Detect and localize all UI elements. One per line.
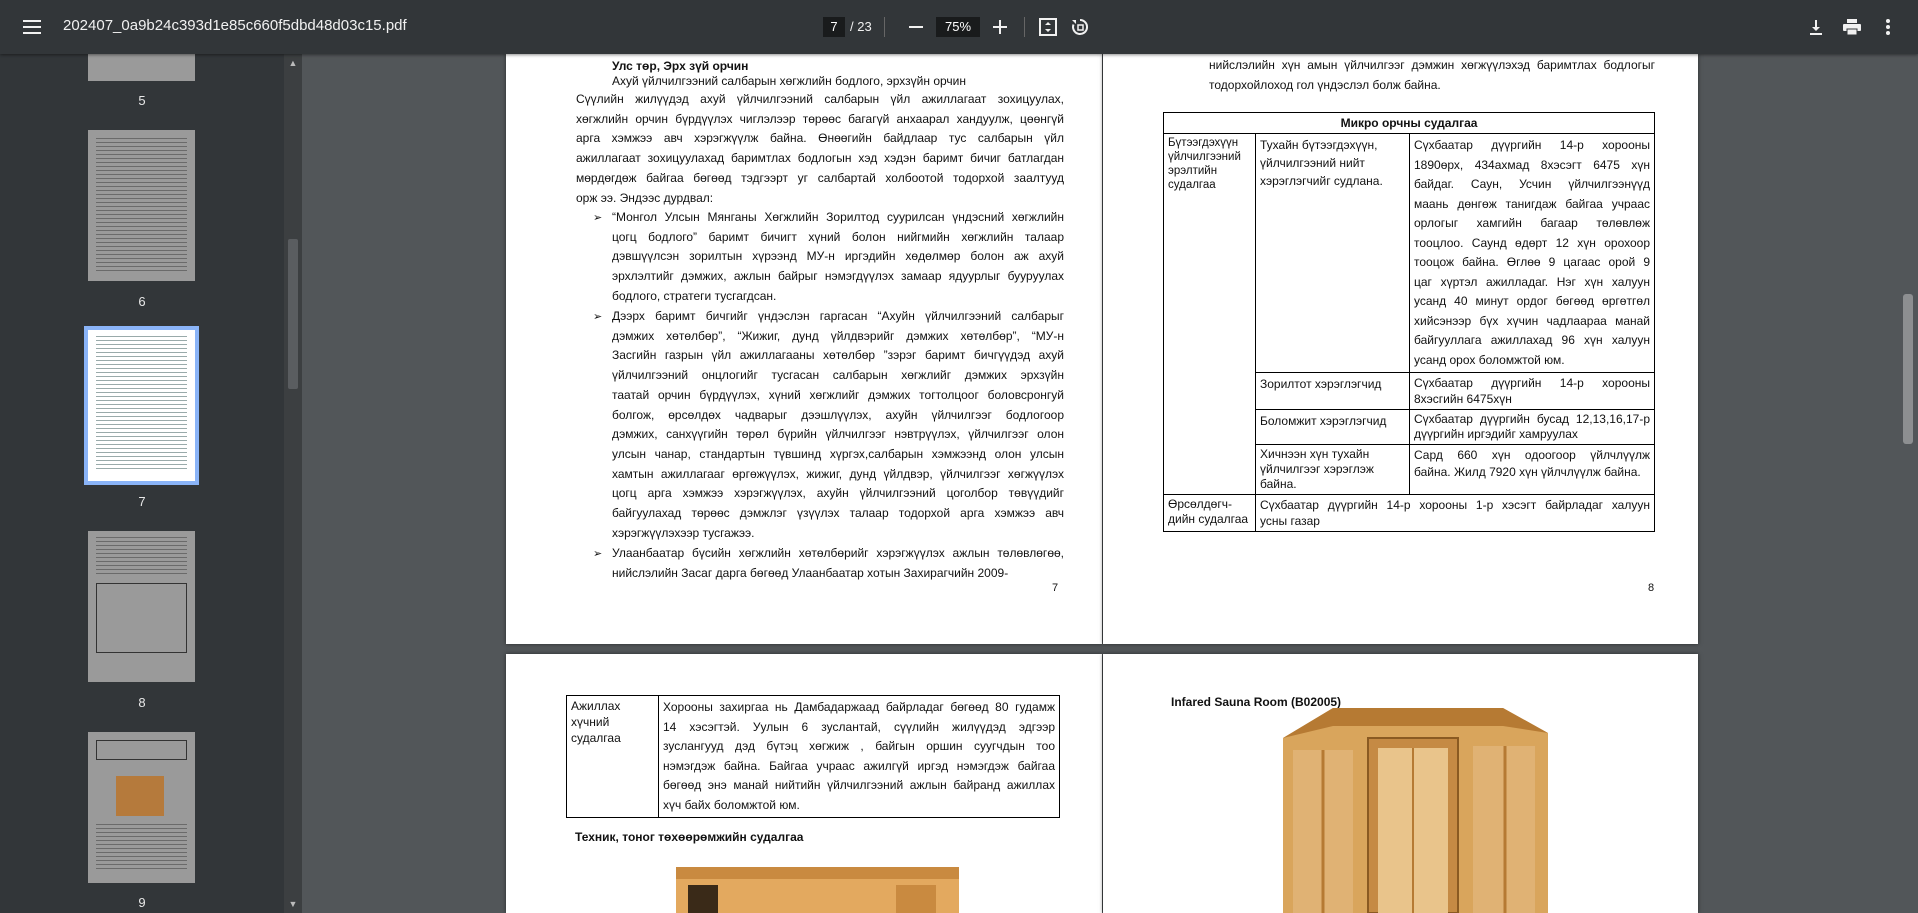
page-number: 8 [1648,582,1655,594]
zoom-out-button[interactable] [900,11,932,43]
text-line: Сүүлийн жилүүдэд ахуй үйлчилгээний салбарын үйл ажиллагаат зохицуулах, [576,92,1064,106]
thumbnail-text-line [96,400,187,401]
zoom-in-button[interactable] [984,11,1016,43]
text-line: Улаанбаатар бүсийн хөгжлийн хөтөлбөрийг хэрэгжүүлэх ажлын төлөвлөгөө, [612,546,1064,560]
text-line: үйлчилгээний онцлогийг тусгасан салбарын хөгжлийг дэмжих эрхзүйн [612,368,1064,383]
text-line: байна. Жилд 7920 хүн үйлчлүүлж байна. [1414,465,1641,479]
thumbnail-table [96,740,187,760]
thumbnail-text-line [96,138,187,139]
text-line: бодлого, стратеги тусгагдсан. [612,288,777,303]
pdf-page-8 [1103,54,1698,644]
thumbnail-text-line [96,440,187,441]
thumbnail-text-line [96,254,187,255]
thumbnail-table [96,583,187,653]
text-line: маань дөнгөж танигдаж байгаа учраас [1414,196,1650,211]
thumbnail-text-line [96,250,187,251]
text-line: Сүхбаатар дүүргийн 14-р хорооны 1-р хэсэгт байрладаг халуун [1260,498,1650,512]
thumbnail-text-line [96,162,187,163]
table-cell: Хичнээн хүн тухайн үйлчилгээг хэрэглэж байна. [1256,445,1410,495]
text-line: орж ээ. Эндээс дурдвал: [576,190,714,205]
text-line: дүүргийн иргэдийг хамруулах [1414,427,1578,441]
download-icon [1808,19,1824,35]
micro-environment-table [1163,112,1655,532]
text-line: нийслэлийн хүн амын үйлчилгээг дэмжин хөгжүүлэхэд баримтлах бодлогыг [1209,58,1655,72]
text-line: таатай орчин бүрдүүлэх, хүний хөгжлийг дэмжих тогтолцоог боловсронгуй [612,387,1064,402]
thumbnail-text-line [96,436,187,437]
thumbnail-text-line [96,836,187,837]
thumbnail-label: 9 [138,895,146,910]
thumbnail-text-line [96,852,187,853]
labor-table [566,695,1060,818]
thumbnail-text-line [96,416,187,417]
thumbnail-text-line [96,444,187,445]
thumbnail-text-line [96,150,187,151]
thumbnail-text-line [96,190,187,191]
text-line: хөгжлийн орчин бүрдүүлэх чиглэлээр төрөөс багагүй анхаарал хандуулж, цөөнгүй [576,111,1064,126]
thumbnail-text-line [96,202,187,203]
text-line: дэмжих, санхүүгийн төрөл бүрийн үйлчилгээг нэвтрүүлэх, үйлчилгээг олон [612,427,1064,442]
fit-to-page-icon [1039,18,1057,36]
scroll-down-arrow-icon[interactable]: ▼ [288,899,298,909]
thumbnail-text-line [96,844,187,845]
thumbnail-text-line [96,262,187,263]
text-line: 8хэсгийн 6475хүн [1414,392,1512,406]
thumbnail-text-line [96,424,187,425]
thumbnail-text-line [96,206,187,207]
thumbnail-text-line [96,226,187,227]
thumbnail-text-line [96,388,187,389]
thumbnail-text-line [96,270,187,271]
text-line: цогц арга хэмжээ хэрэгжүүлэх, ахуйн үйлчилгээний цоголбор төвүүдийг [612,486,1064,501]
table-cell [1410,445,1655,495]
page-total: / 23 [850,19,872,34]
document-scrollbar[interactable] [1898,54,1918,913]
thumbnail-text-line [96,448,187,449]
thumbnail-text-line [96,420,187,421]
thumbnail-text-line [96,384,187,385]
row-group-label: Бүтээгдэхүүн үйлчилгээний эрэлтийн судалгаа [1164,134,1256,495]
table-cell: Тухайн бүтээгдэхүүн, үйлчилгээний нийт хэрэглэгчийг судлана. [1256,134,1410,373]
page-number: 7 [1052,582,1059,594]
text-line: Сүхбаатар дүүргийн 14-р хорооны [1414,376,1650,390]
text-line: Хорооны захиргаа нь Дамбадаржаад байрладаг бөгөөд 80 гудамж [663,700,1055,714]
rotate-icon [1071,18,1089,36]
thumbnail-text-line [96,186,187,187]
text-line: Сүхбаатар дүүргийн 14-р хорооны [1414,138,1650,152]
text-line: дэмжих хөтөлбөр”, “Жижиг, дунд үйлдвэрийг дэмжих хөтөлбөр”, “МУ-н [612,328,1064,343]
thumbnail-text-line [96,166,187,167]
text-line: цаг хүртэл ажилладаг. Нэг хүн халуун [1414,274,1650,289]
text-line: нэмэгдэж байна. Байгаа учраас ажилгүй иргэд нэмэгдэж байгаа [663,758,1055,773]
text-line: ажиллагаат зохицуулахад баримтлах бодлогын хэд хэдэн баримт бичиг батлагдан [576,151,1064,166]
table-cell [659,696,1060,818]
thumbnail-page-8[interactable] [88,531,195,682]
thumbnail-text-line [96,864,187,865]
text-line: байгуулахад төрөөс дэмжлэг үзүүлэх талаар тодорхой арга хэмжээ авч [612,506,1064,520]
more-vert-icon [1886,19,1890,35]
thumbnail-page-5[interactable] [88,54,195,81]
text-line: усны газар [1260,514,1320,528]
thumbnail-text-line [96,356,187,357]
more-actions-button[interactable] [1872,11,1904,43]
thumbnail-text-line [96,258,187,259]
sidebar-scroll-thumb[interactable] [288,239,298,389]
hamburger-icon [23,20,41,34]
bullet-arrow-icon: ➢ [593,548,603,560]
thumbnail-label: 5 [138,93,146,108]
printer-icon [1843,19,1861,35]
file-title: 202407_0a9b24c393d1e85c660f5dbd48d03c15.pdf [63,17,407,34]
text-line: Дээрх баримт бичгийг үндэслэн гаргасан “Ахуйн үйлчилгээний салбарыг [612,309,1064,323]
thumbnail-text-line [96,856,187,857]
table-cell [1410,410,1655,445]
thumbnail-text-line [96,408,187,409]
thumbnail-text-line [96,840,187,841]
thumbnail-text-line [96,537,187,538]
thumbnail-text-line [96,452,187,453]
thumbnail-page-9[interactable] [88,732,195,883]
thumbnail-text-line [96,222,187,223]
pdf-page-10 [1103,654,1698,913]
thumbnail-text-line [96,170,187,171]
toolbar-divider [884,17,885,37]
thumbnail-text-line [96,218,187,219]
thumbnail-text-line [96,238,187,239]
text-line: тооцлоо. Саунд өдөрт 12 хүн орохоор [1414,235,1650,250]
document-scroll-thumb[interactable] [1903,294,1913,444]
text-line: тооцож байна. Өглөө 9 цагаас орой 9 [1414,255,1650,269]
text-line: Засгийн газрын үйл ажиллагааны хөтөлбөр ”зэрэг баримт бичгүүдэд ахуй [612,348,1064,363]
text-line: байдаг. Саун, Усчин үйлчилгээнүүд [1414,177,1650,191]
table-cell: Боломжит хэрэглэгчид [1256,410,1410,445]
section-title: Техник, тоног төхөөрөмжийн судалгаа [575,830,804,844]
zoom-input[interactable]: 75% [936,17,980,37]
page-number-input[interactable]: 7 [823,17,845,37]
thumbnail-text-line [96,396,187,397]
text-line: 1890өрх, 434ахмад 8хэсэгт 6475 хүн [1414,157,1650,172]
thumbnail-text-line [96,198,187,199]
thumbnail-text-line [96,824,187,825]
thumbnail-text-line [96,464,187,465]
thumbnail-text-line [96,561,187,562]
text-line: усанд орох боломжтой юм. [1414,352,1565,367]
pdf-page-7 [506,54,1102,644]
bullet-arrow-icon: ➢ [593,212,603,224]
thumbnail-text-line [96,372,187,373]
thumbnail-text-line [96,234,187,235]
toolbar-divider [1024,17,1025,37]
thumbnail-text-line [96,832,187,833]
thumbnail-text-line [96,376,187,377]
thumbnail-text-line [96,404,187,405]
thumbnail-text-line [96,549,187,550]
thumbnail-text-line [96,146,187,147]
thumbnail-text-line [96,214,187,215]
bullet-arrow-icon: ➢ [593,311,603,323]
thumbnail-text-line [96,848,187,849]
text-line: бөгөөд энэ манай нийтийн үйлчилгээний ажлын байранд ажиллах [663,778,1055,792]
text-line: тодорхойлоход гол үндэслэл болж байна. [1209,77,1441,92]
text-line: 14 хэсэгтэй. Уулын 6 зуслантай, сүүлийн жилүүдэд эдгээр [663,719,1055,734]
thumbnail-text-line [96,182,187,183]
thumbnail-label: 6 [138,294,146,309]
thumbnail-text-line [96,569,187,570]
thumbnail-text-line [96,230,187,231]
thumbnail-text-line [96,860,187,861]
thumbnail-label: 7 [138,494,146,509]
thumbnail-text-line [96,565,187,566]
table-cell [1410,134,1655,373]
text-line: эрхлэлтийг дэмжих, ажлын байрыг нэмэгдүүлэх замаар ядуурлыг бууруулах [612,269,1064,284]
thumbnail-text-line [96,336,187,337]
thumbnail-sidebar [0,54,284,913]
thumbnail-text-line [96,368,187,369]
print-button[interactable] [1836,11,1868,43]
thumbnail-image [116,776,164,816]
sauna-room-photo [1273,708,1555,913]
thumbnail-page-7-active[interactable] [88,330,195,481]
sidebar-scrollbar[interactable] [284,54,302,913]
thumbnail-text-line [96,392,187,393]
page-heading: Улс төр, Эрх зүй орчин [612,59,749,73]
thumbnail-text-line [96,412,187,413]
text-line: хүч байх боломжтой юм. [663,797,800,812]
thumbnail-text-line [96,174,187,175]
thumbnail-text-line [96,456,187,457]
table-cell [1256,495,1655,532]
text-line: улсын чанар, стандартын түвшинд хүргэх,салбарын хэмжээнд олон улсын [612,446,1064,461]
text-line: Сард 660 хүн одоогоор үйлчлүүлж [1414,448,1650,462]
page-subheading: Ахуй үйлчилгээний салбарын хөгжлийн бодлого, эрхзүйн орчин [612,74,966,88]
thumbnail-text-line [96,553,187,554]
thumbnail-text-line [96,868,187,869]
pdf-page-9 [506,654,1102,913]
table-cell: Ажиллах хүчний судалгаа [567,696,659,818]
minus-icon [909,20,923,34]
fit-page-button[interactable] [1032,11,1064,43]
thumbnail-text-line [96,242,187,243]
thumbnail-text-line [96,432,187,433]
thumbnail-text-line [96,557,187,558]
thumbnail-text-line [96,340,187,341]
scroll-up-arrow-icon[interactable]: ▲ [288,58,298,68]
text-line: байгууллага ажиллахад 96 хүн халуун [1414,333,1650,347]
menu-button[interactable] [16,11,48,43]
product-title: Infared Sauna Room (B02005) [1171,695,1342,709]
text-line: хамтын ажиллагааг өргөжүүлэх, жижиг, дунд үйлдвэр, үйлчилгээг хөгжүүлэх [612,466,1064,481]
thumbnail-text-line [96,573,187,574]
text-line: “Монгол Улсын Мянганы Хөгжлийн Зорилтод суурилсан үндэсний хөгжлийн [612,210,1064,224]
sauna-photo [676,867,959,913]
text-line: арга хэмжээ авч хэрэгжүүлж байна. Өнөөгийн байдлаар тус салбарын үйл [576,131,1064,146]
text-line: Сүхбаатар дүүргийн бусад 12,13,16,17-р [1414,412,1650,426]
thumbnail-text-line [96,348,187,349]
thumbnail-text-line [96,545,187,546]
thumbnail-text-line [96,541,187,542]
thumbnail-text-line [96,194,187,195]
text-line: зуслангууд дэд бүтэц хөгжиж , байгын оршин суугчдын тоо [663,739,1055,753]
text-line: болгож, өрсөлдөх чадварыг дээшлүүлэх, ахуйн үйлчилгээг бодлогоор [612,407,1064,422]
thumbnail-text-line [96,380,187,381]
text-line: мөрдөгдөж байгаа бөгөөд тэдгээрт уг салбартай холбоотой тодорхой заалтууд [576,170,1064,185]
row-group-label: Өрсөлдөгч-дийн судалгаа [1164,495,1256,532]
thumbnail-text-line [96,428,187,429]
thumbnail-text-line [96,460,187,461]
thumbnail-text-line [96,352,187,353]
text-line: хийсэнээр бүх хүчин чадлаараа манай [1414,313,1650,328]
thumbnail-text-line [96,142,187,143]
rotate-button[interactable] [1064,11,1096,43]
thumbnail-text-line [96,468,187,469]
thumbnail-text-line [96,364,187,365]
text-line: дэвшүүлсэн зорилтын хүрээнд МУ-н иргэдийн хөдөлмөр болон аж ахуй [612,249,1064,264]
thumbnail-text-line [96,178,187,179]
download-button[interactable] [1800,11,1832,43]
thumbnail-text-line [96,210,187,211]
table-title: Микро орчны судалгаа [1164,113,1655,134]
thumbnail-text-line [96,246,187,247]
thumbnail-text-line [96,828,187,829]
thumbnail-label: 8 [138,695,146,710]
thumbnail-text-line [96,360,187,361]
thumbnail-text-line [96,266,187,267]
thumbnail-text-line [96,158,187,159]
text-line: хэрэгжүүлэхээр тусгажээ. [612,525,755,540]
thumbnail-page-6[interactable] [88,130,195,281]
text-line: орлогыг хамгийн багаар төлөвлөж [1414,216,1650,230]
thumbnail-text-line [96,344,187,345]
text-line: нийслэлийн Засаг дарга бөгөөд Улаанбаатар хотын Захирагчийн 2009- [612,565,1009,580]
table-cell: Зорилтот хэрэглэгчид [1256,373,1410,410]
text-line: усанд 40 минут ордог бөгөөд өргөтгөл [1414,294,1650,308]
viewer-toolbar [0,0,1918,54]
text-line: цогц бодлого” баримт бичигт хүний болон нийгмийн хөгжлийн талаар [612,229,1064,244]
thumbnail-text-line [96,154,187,155]
table-cell [1410,373,1655,410]
plus-icon [993,20,1007,34]
